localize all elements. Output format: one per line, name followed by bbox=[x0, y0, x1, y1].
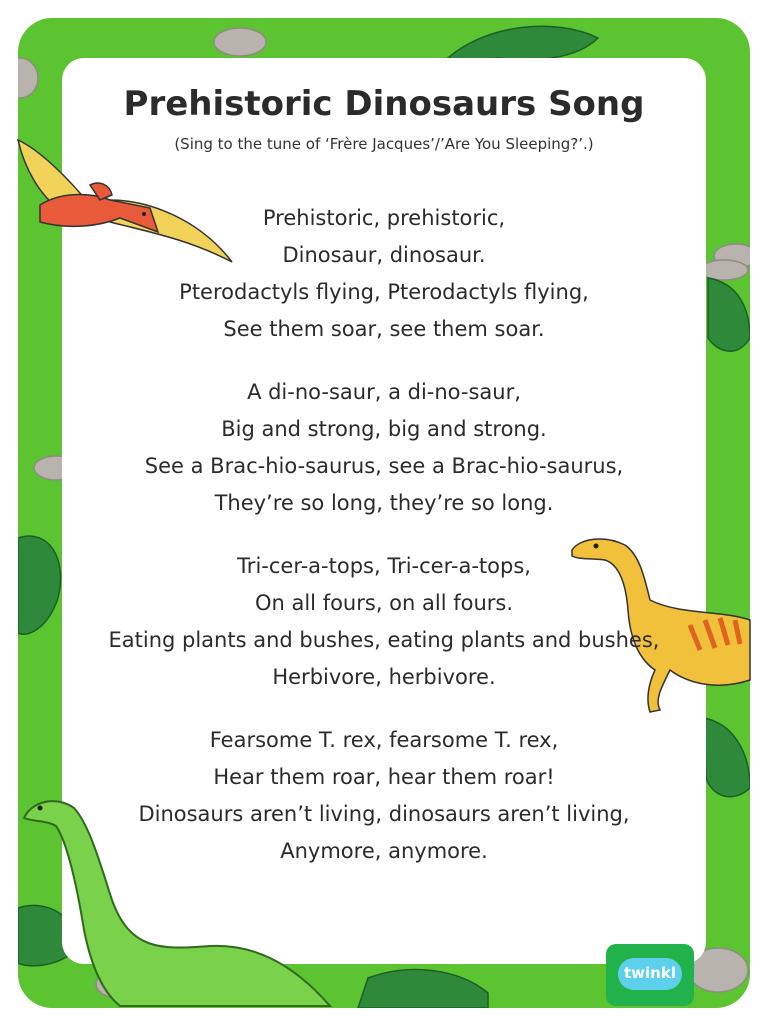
lyric-line: Anymore, anymore. bbox=[280, 839, 488, 863]
lyric-line: Big and strong, big and strong. bbox=[221, 417, 547, 441]
lyric-line: Herbivore, herbivore. bbox=[272, 665, 496, 689]
verse-2 bbox=[90, 374, 678, 522]
verse-3 bbox=[90, 548, 678, 696]
song-tune-note: (Sing to the tune of ‘Frère Jacques’/’Are You Sleeping?’.) bbox=[174, 135, 594, 153]
song-lyrics bbox=[90, 200, 678, 896]
lyric-line: Dinosaur, dinosaur. bbox=[282, 243, 486, 267]
lyric-line: See a Brac-hio-saurus, see a Brac-hio-saurus, bbox=[144, 454, 624, 478]
lyric-line: They’re so long, they’re so long. bbox=[214, 491, 554, 515]
lyric-line: Eating plants and bushes, eating plants and bushes, bbox=[108, 628, 660, 652]
lyric-line: Hear them roar, hear them roar! bbox=[213, 765, 555, 789]
logo-text: twinkl bbox=[624, 964, 676, 982]
twinkl-logo bbox=[606, 944, 694, 1006]
lyric-line: Fearsome T. rex, fearsome T. rex, bbox=[209, 728, 559, 752]
lyric-line: On all fours, on all fours. bbox=[254, 591, 514, 615]
lyric-line: Tri-cer-a-tops, Tri-cer-a-tops, bbox=[237, 554, 531, 578]
page-title: Prehistoric Dinosaurs Song bbox=[123, 84, 645, 124]
lyric-line: Dinosaurs aren’t living, dinosaurs aren’t living, bbox=[138, 802, 630, 826]
verse-1 bbox=[90, 200, 678, 348]
lyric-line: See them soar, see them soar. bbox=[223, 317, 545, 341]
lyric-line: A di-no-saur, a di-no-saur, bbox=[247, 380, 521, 404]
lyric-line: Prehistoric, prehistoric, bbox=[262, 206, 506, 230]
lyric-line: Pterodactyls flying, Pterodactyls flying, bbox=[179, 280, 589, 304]
verse-4 bbox=[90, 722, 678, 870]
